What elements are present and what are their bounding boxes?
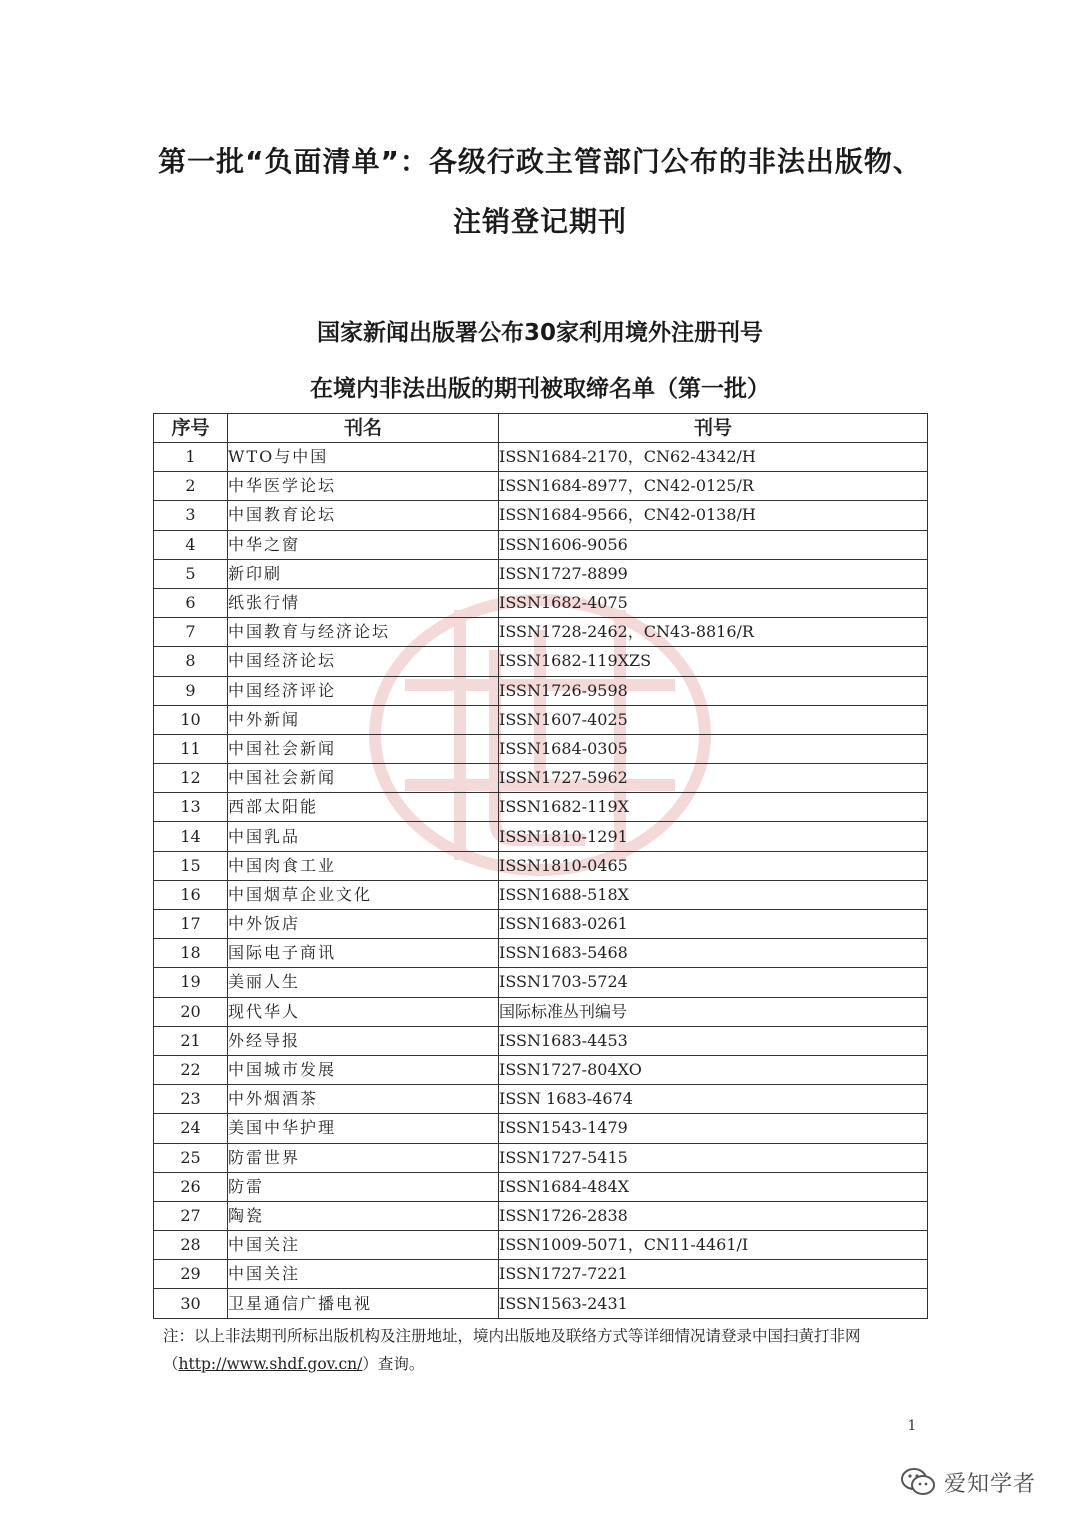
table-row (154, 501, 928, 530)
table-row (154, 676, 928, 705)
table-row (154, 1172, 928, 1201)
row-journal-name: 防雷 (228, 1172, 499, 1201)
table-row (154, 1231, 928, 1260)
row-issn: ISSN1727-5415 (499, 1143, 928, 1172)
table-row (154, 880, 928, 909)
row-serial: 30 (154, 1289, 228, 1318)
row-serial: 26 (154, 1172, 228, 1201)
header-serial: 序号 (154, 414, 228, 443)
row-journal-name: 中国乳品 (228, 822, 499, 851)
row-issn: ISSN1683-0261 (499, 910, 928, 939)
list-subtitle-line2: 在境内非法出版的期刊被取缔名单（第一批） (310, 376, 770, 402)
row-journal-name: 美国中华护理 (228, 1114, 499, 1143)
row-journal-name: 卫星通信广播电视 (228, 1289, 499, 1318)
footnote-text-before: 注：以上非法期刊所标出版机构及注册地址，境内出版地及联络方式等详细情况请登录中国扫黄打非网（ (163, 1327, 861, 1373)
row-journal-name: 中外饭店 (228, 910, 499, 939)
table-row (154, 588, 928, 617)
row-issn: ISSN1683-4453 (499, 1026, 928, 1055)
row-issn: ISSN1726-2838 (499, 1201, 928, 1230)
row-issn: ISSN1543-1479 (499, 1114, 928, 1143)
footnote-text-after: ）查询。 (362, 1355, 425, 1373)
row-serial: 16 (154, 880, 228, 909)
row-serial: 20 (154, 997, 228, 1026)
table-row (154, 1289, 928, 1318)
row-serial: 6 (154, 588, 228, 617)
brand-name: 爱知学者 (944, 1471, 1037, 1497)
row-issn: ISSN1810-1291 (499, 822, 928, 851)
row-issn: ISSN1684-484X (499, 1172, 928, 1201)
row-issn: ISSN1682-119X (499, 793, 928, 822)
row-journal-name: 新印刷 (228, 559, 499, 588)
table-row (154, 443, 928, 472)
row-serial: 10 (154, 705, 228, 734)
row-journal-name: 中国烟草企业文化 (228, 880, 499, 909)
row-serial: 5 (154, 559, 228, 588)
row-serial: 15 (154, 851, 228, 880)
row-journal-name: 中国肉食工业 (228, 851, 499, 880)
table-row (154, 764, 928, 793)
row-serial: 24 (154, 1114, 228, 1143)
row-journal-name: 中国经济论坛 (228, 647, 499, 676)
row-serial: 21 (154, 1026, 228, 1055)
table-row (154, 1260, 928, 1289)
row-journal-name: 中国教育论坛 (228, 501, 499, 530)
row-serial: 17 (154, 910, 228, 939)
row-issn: ISSN1727-804XO (499, 1055, 928, 1084)
row-journal-name: 西部太阳能 (228, 793, 499, 822)
table-row (154, 559, 928, 588)
footnote (163, 1322, 923, 1378)
row-issn: ISSN1009-5071，CN11-4461/I (499, 1231, 928, 1260)
row-issn: ISSN1727-8899 (499, 559, 928, 588)
row-issn: ISSN1727-7221 (499, 1260, 928, 1289)
table-row (154, 472, 928, 501)
header-journal-name: 刊名 (228, 414, 499, 443)
row-serial: 18 (154, 939, 228, 968)
row-issn: ISSN1684-0305 (499, 734, 928, 763)
wechat-icon (900, 1466, 936, 1498)
document-title-line1: 第一批“负面清单”：各级行政主管部门公布的非法出版物、 (158, 145, 922, 178)
row-journal-name: 中国教育与经济论坛 (228, 618, 499, 647)
row-serial: 28 (154, 1231, 228, 1260)
row-journal-name: 中国经济评论 (228, 676, 499, 705)
table-row (154, 705, 928, 734)
row-serial: 23 (154, 1085, 228, 1114)
row-journal-name: 中外新闻 (228, 705, 499, 734)
table-row (154, 734, 928, 763)
row-serial: 29 (154, 1260, 228, 1289)
table-row (154, 939, 928, 968)
table-row (154, 910, 928, 939)
row-journal-name: 中国关注 (228, 1260, 499, 1289)
row-issn: ISSN1684-9566，CN42-0138/H (499, 501, 928, 530)
header-issn: 刊号 (499, 414, 928, 443)
row-journal-name: 中华医学论坛 (228, 472, 499, 501)
row-serial: 7 (154, 618, 228, 647)
table-row (154, 822, 928, 851)
table-row (154, 1026, 928, 1055)
row-serial: 1 (154, 443, 228, 472)
table-row (154, 647, 928, 676)
row-serial: 8 (154, 647, 228, 676)
row-issn: ISSN1726-9598 (499, 676, 928, 705)
row-serial: 14 (154, 822, 228, 851)
row-issn: ISSN1563-2431 (499, 1289, 928, 1318)
document-title-line2: 注销登记期刊 (452, 205, 627, 238)
row-journal-name: 陶瓷 (228, 1201, 499, 1230)
table-row (154, 997, 928, 1026)
table-row (154, 1201, 928, 1230)
table-header-row (154, 414, 928, 443)
row-serial: 19 (154, 968, 228, 997)
row-issn: ISSN1727-5962 (499, 764, 928, 793)
row-journal-name: WTO与中国 (228, 443, 499, 472)
row-serial: 22 (154, 1055, 228, 1084)
table-row (154, 1055, 928, 1084)
row-issn: ISSN1683-5468 (499, 939, 928, 968)
row-issn: ISSN1682-119XZS (499, 647, 928, 676)
row-issn: ISSN1682-4075 (499, 588, 928, 617)
row-journal-name: 中外烟酒茶 (228, 1085, 499, 1114)
row-issn: ISSN1684-2170，CN62-4342/H (499, 443, 928, 472)
row-serial: 12 (154, 764, 228, 793)
row-journal-name: 纸张行情 (228, 588, 499, 617)
row-journal-name: 中华之窗 (228, 530, 499, 559)
row-issn: ISSN1703-5724 (499, 968, 928, 997)
row-serial: 25 (154, 1143, 228, 1172)
row-issn: ISSN 1683-4674 (499, 1085, 928, 1114)
row-issn: 国际标准丛刊编号 (499, 997, 928, 1026)
table-row (154, 968, 928, 997)
row-journal-name: 美丽人生 (228, 968, 499, 997)
row-journal-name: 中国关注 (228, 1231, 499, 1260)
table-row (154, 1114, 928, 1143)
table-row (154, 1085, 928, 1114)
banned-journals-table (153, 413, 928, 1319)
row-issn: ISSN1606-9056 (499, 530, 928, 559)
row-issn: ISSN1607-4025 (499, 705, 928, 734)
page-number: 1 (907, 1418, 917, 1434)
row-journal-name: 外经导报 (228, 1026, 499, 1055)
row-issn: ISSN1688-518X (499, 880, 928, 909)
row-serial: 11 (154, 734, 228, 763)
table-row (154, 530, 928, 559)
row-serial: 27 (154, 1201, 228, 1230)
row-serial: 4 (154, 530, 228, 559)
table-row (154, 1143, 928, 1172)
row-serial: 13 (154, 793, 228, 822)
row-journal-name: 中国社会新闻 (228, 764, 499, 793)
row-journal-name: 中国城市发展 (228, 1055, 499, 1084)
row-serial: 2 (154, 472, 228, 501)
row-journal-name: 中国社会新闻 (228, 734, 499, 763)
table-row (154, 618, 928, 647)
row-journal-name: 现代华人 (228, 997, 499, 1026)
row-serial: 9 (154, 676, 228, 705)
table-row (154, 851, 928, 880)
brand-watermark (900, 1462, 1036, 1502)
row-journal-name: 防雷世界 (228, 1143, 499, 1172)
row-serial: 3 (154, 501, 228, 530)
table-row (154, 793, 928, 822)
row-issn: ISSN1810-0465 (499, 851, 928, 880)
row-issn: ISSN1728-2462，CN43-8816/R (499, 618, 928, 647)
shdf-link[interactable]: http://www.shdf.gov.cn/ (178, 1355, 363, 1373)
list-subtitle-line1: 国家新闻出版署公布30家利用境外注册刊号 (316, 320, 763, 346)
row-issn: ISSN1684-8977，CN42-0125/R (499, 472, 928, 501)
row-journal-name: 国际电子商讯 (228, 939, 499, 968)
